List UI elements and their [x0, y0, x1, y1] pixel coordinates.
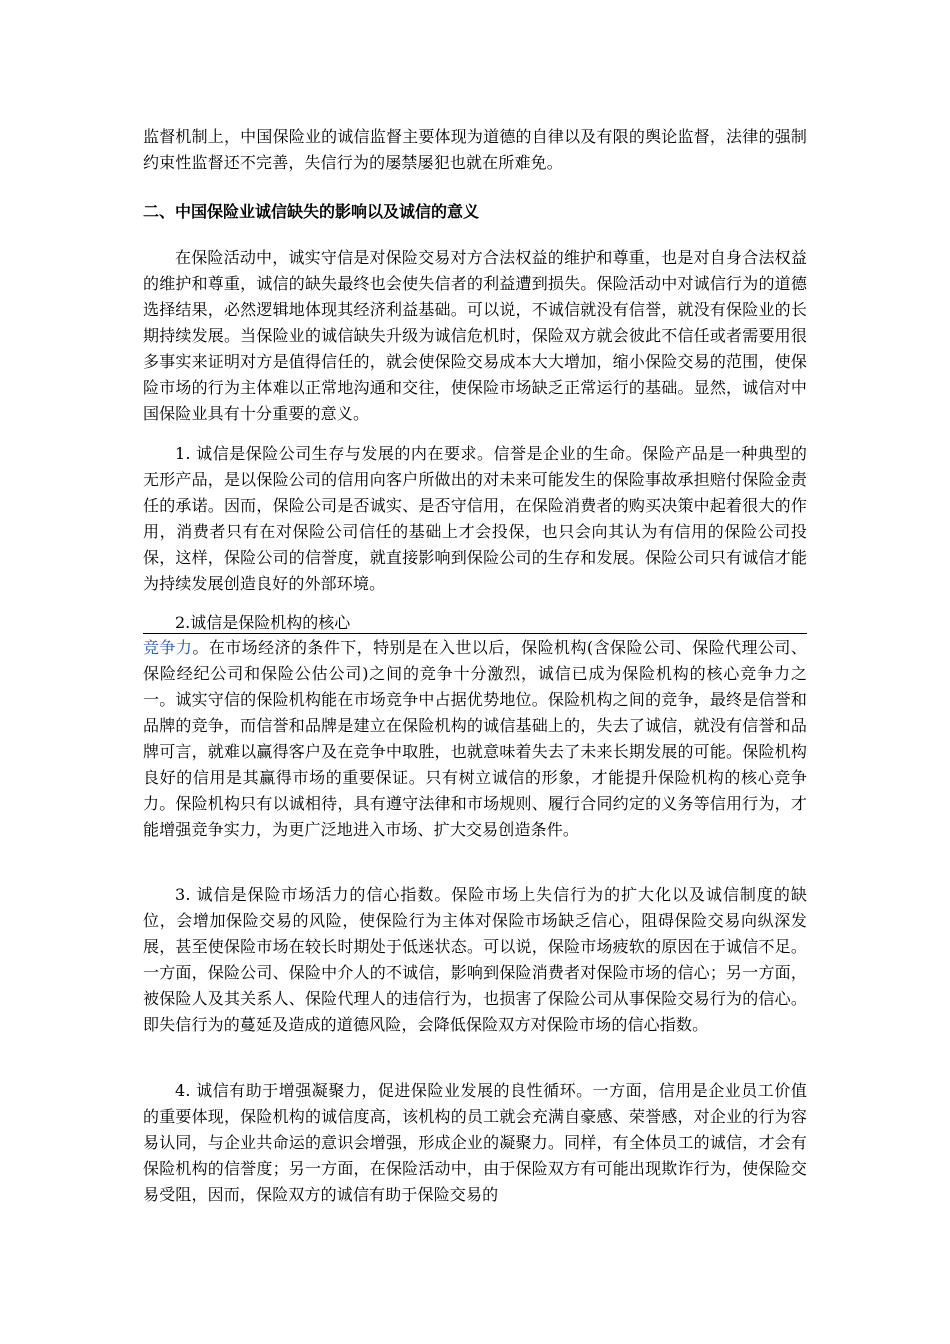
horizontal-rule	[143, 633, 807, 634]
body-text-rest: 。在市场经济的条件下，特别是在入世以后，保险机构(含保险公司、保险代理公司、保险经纪公司和保险公估公司)之间的竞争十分激烈，诚信已成为保险机构的核心竞争力之一。诚实守信的保险机构能在市场竞争中占据优势地位。保险机构之间的竞争，最终是信誉和品牌的竞争，而信誉和品牌是建立在保险机构的诚信基础上的，失去了诚信，就没有信誉和品牌可言，就难以赢得客户及在竞争中取胜，也就意味着失去了未来长期发展的可能。保险机构良好的信用是其赢得市场的重要保证。只有树立诚信的形象，才能提升保险机构的核心竞争力。保险机构只有以诚相待，具有遵守法律和市场规则、履行合同约定的义务等信用行为，才能增强竞争实力，为更广泛地进入市场、扩大交易创造条件。	[143, 638, 807, 839]
section-title: 二、中国保险业诚信缺失的影响以及诚信的意义	[143, 202, 480, 221]
body-text: 4. 诚信有助于增强凝聚力，促进保险业发展的良性循环。一方面，信用是企业员工价值的重要体现，保险机构的诚信度高，该机构的员工就会充满自豪感、荣誉感，对企业的行为容易认同，与企业共命运的意识会增强，形成企业的凝聚力。同样，有全体员工的诚信，才会有保险机构的信誉度；另一方面，在保险活动中，由于保险双方有可能出现欺诈行为，使保险交易受阻，因而，保险双方的诚信有助于保险交易的	[143, 1081, 807, 1204]
body-text: 监督机制上，中国保险业的诚信监督主要体现为道德的自律以及有限的舆论监督，法律的强制约束性监督还不完善，失信行为的屡禁屡犯也就在所难免。	[143, 127, 807, 172]
paragraph-point-3	[143, 882, 807, 1038]
subheading-text: 2.诚信是保险机构的核心	[175, 613, 351, 632]
section-heading	[143, 199, 807, 225]
paragraph-supervision	[143, 124, 807, 176]
body-text: 在保险活动中，诚实守信是对保险交易对方合法权益的维护和尊重，也是对自身合法权益的维护和尊重，诚信的缺失最终也会使失信者的利益遭到损失。保险活动中对诚信行为的道德选择结果，必然逻辑地体现其经济利益基础。可以说，不诚信就没有信誉，就没有保险业的长期持续发展。当保险业的诚信缺失升级为诚信危机时，保险双方就会彼此不信任或者需要用很多事实来证明对方是值得信任的，就会使保险交易成本大大增加，缩小保险交易的范围，使保险市场的行为主体难以正常地沟通和交往，使保险市场缺乏正常运行的基础。显然，诚信对中国保险业具有十分重要的意义。	[143, 248, 807, 423]
body-text: 1. 诚信是保险公司生存与发展的内在要求。信誉是企业的生命。保险产品是一种典型的无形产品，是以保险公司的信用向客户所做出的对未来可能发生的保险事故承担赔付保险金责任的承诺。因而，保险公司是否诚实、是否守信用，在保险消费者的购买决策中起着很大的作用，消费者只有在对保险公司信任的基础上才会投保，也只会向其认为有信用的保险公司投保，这样，保险公司的信誉度，就直接影响到保险公司的生存和发展。保险公司只有诚信才能为持续发展创造良好的外部环境。	[143, 444, 807, 593]
paragraph-point-4	[143, 1078, 807, 1208]
paragraph-intro	[143, 245, 807, 427]
body-text	[143, 635, 807, 843]
paragraph-point-1	[143, 441, 807, 597]
paragraph-point-2	[143, 635, 807, 843]
body-text: 3. 诚信是保险市场活力的信心指数。保险市场上失信行为的扩大化以及诚信制度的缺位，会增加保险交易的风险，使保险行为主体对保险市场缺乏信心，阻碍保险交易向纵深发展，甚至使保险市场在较长时期处于低迷状态。可以说，保险市场疲软的原因在于诚信不足。一方面，保险公司、保险中介人的不诚信，影响到保险消费者对保险市场的信心；另一方面，被保险人及其关系人、保险代理人的违信行为，也损害了保险公司从事保险交易行为的信心。即失信行为的蔓延及造成的道德风险，会降低保险双方对保险市场的信心指数。	[143, 885, 807, 1034]
highlighted-word: 竞争力	[143, 638, 193, 657]
